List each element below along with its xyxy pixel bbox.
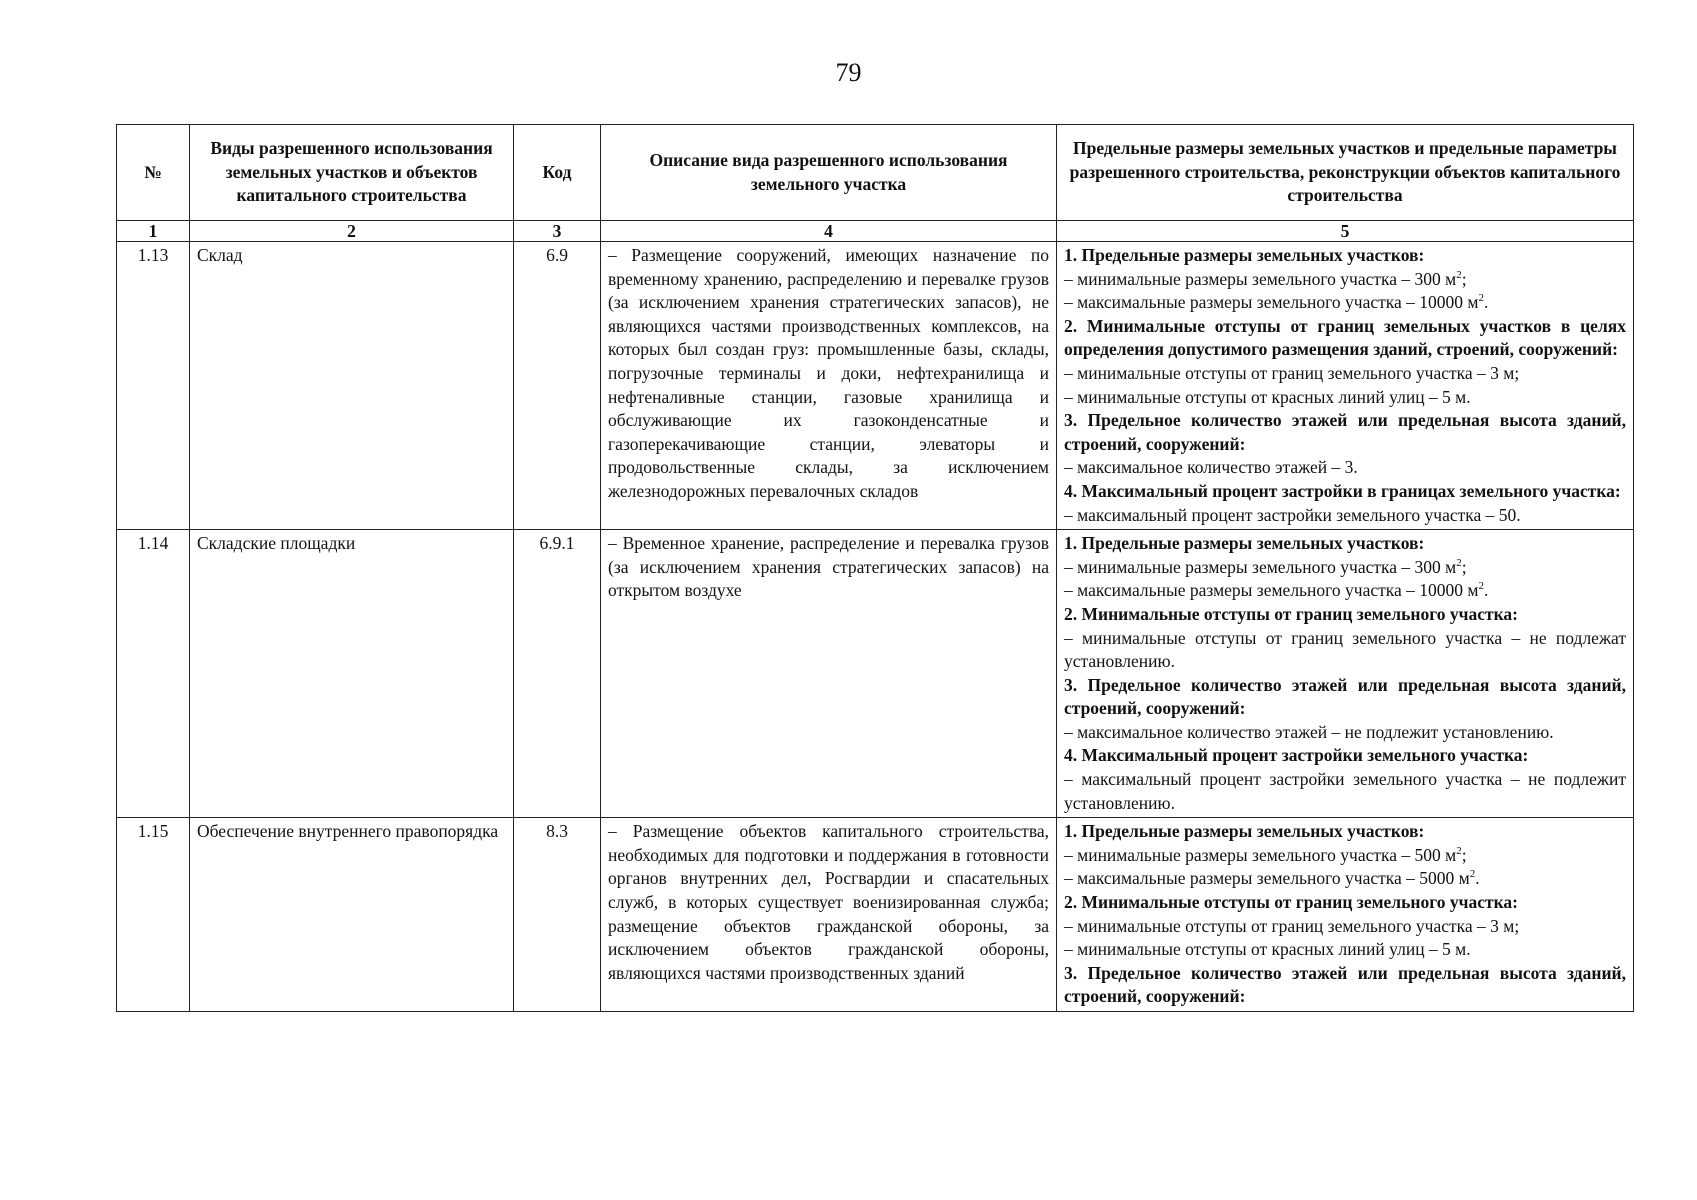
row-number: 1.13 bbox=[117, 242, 190, 530]
unit-superscript: 2 bbox=[1478, 292, 1484, 305]
use-description: – Временное хранение, распределение и перевалка грузов (за исключением хранения стратегических запасов) на открытом воздухе bbox=[601, 530, 1057, 818]
page-number: 79 bbox=[835, 58, 862, 87]
limit-item bbox=[1064, 291, 1626, 315]
column-number: 4 bbox=[601, 221, 1057, 242]
limit-heading bbox=[1064, 744, 1626, 768]
limit-item bbox=[1064, 556, 1626, 580]
unit-superscript: 2 bbox=[1478, 580, 1484, 593]
header-limits: Предельные размеры земельных участков и предельные параметры разрешенного строительства, реконструкции объектов капитального строительства bbox=[1057, 125, 1634, 221]
column-number-row bbox=[117, 221, 1634, 242]
limit-text: 3. Предельное количество этажей или предельная высота зданий, строений, сооружений: bbox=[1064, 674, 1626, 719]
limit-item bbox=[1064, 456, 1626, 480]
limit-item bbox=[1064, 768, 1626, 815]
header-num: № bbox=[117, 125, 190, 221]
table-row bbox=[117, 818, 1634, 1012]
limit-tail: . bbox=[1483, 580, 1489, 601]
use-type: Обеспечение внутреннего правопорядка bbox=[190, 818, 514, 1012]
row-number: 1.15 bbox=[117, 818, 190, 1012]
limit-heading bbox=[1064, 891, 1626, 915]
limit-text: – минимальные отступы от границ земельного участка – 3 м; bbox=[1064, 362, 1520, 383]
limit-text: – максимальные размеры земельного участка – 10000 м bbox=[1064, 580, 1479, 601]
limit-heading bbox=[1064, 315, 1626, 362]
table-row bbox=[117, 530, 1634, 818]
limit-text: – минимальные отступы от границ земельного участка – не подлежат установлению. bbox=[1064, 627, 1626, 672]
limit-tail: ; bbox=[1461, 844, 1467, 865]
limit-text: – минимальные отступы от красных линий улиц – 5 м. bbox=[1064, 939, 1471, 960]
limit-item bbox=[1064, 386, 1626, 410]
limit-text: 4. Максимальный процент застройки земельного участка: bbox=[1064, 745, 1529, 766]
limit-item bbox=[1064, 579, 1626, 603]
use-limits bbox=[1057, 818, 1634, 1012]
limit-tail: . bbox=[1483, 292, 1489, 313]
limit-text: – минимальные размеры земельного участка – 300 м bbox=[1064, 268, 1457, 289]
use-description: – Размещение сооружений, имеющих назначение по временному хранению, распределению и перевалке грузов (за исключением хранения стратегических запасов), не являющихся частями производственных комплексов, на которых был создан груз: промышленные базы, склады, погрузочные терминалы и доки, нефтехранилища и нефтеналивные станции, газовые хранилища и обслуживающие их газоконденсатные и газоперекачивающие станции, элеваторы и продовольственные склады, за исключением железнодорожных перевалочных складов bbox=[601, 242, 1057, 530]
limit-tail: ; bbox=[1461, 268, 1467, 289]
row-number: 1.14 bbox=[117, 530, 190, 818]
use-type: Складские площадки bbox=[190, 530, 514, 818]
limit-item bbox=[1064, 268, 1626, 292]
limit-text: 1. Предельные размеры земельных участков: bbox=[1064, 821, 1425, 842]
header-code: Код bbox=[514, 125, 601, 221]
limit-item bbox=[1064, 362, 1626, 386]
limit-text: – минимальные размеры земельного участка – 300 м bbox=[1064, 556, 1457, 577]
limit-heading bbox=[1064, 532, 1626, 556]
header-description: Описание вида разрешенного использования земельного участка bbox=[601, 125, 1057, 221]
limit-heading bbox=[1064, 820, 1626, 844]
limit-text: – максимальный процент застройки земельного участка – 50. bbox=[1064, 504, 1521, 525]
use-limits bbox=[1057, 530, 1634, 818]
header-type: Виды разрешенного использования земельных участков и объектов капитального строительства bbox=[190, 125, 514, 221]
limit-heading bbox=[1064, 674, 1626, 721]
limit-item bbox=[1064, 844, 1626, 868]
limit-heading bbox=[1064, 244, 1626, 268]
limit-text: 1. Предельные размеры земельных участков: bbox=[1064, 245, 1425, 265]
limit-text: 3. Предельное количество этажей или предельная высота зданий, строений, сооружений: bbox=[1064, 962, 1626, 1007]
limit-text: 2. Минимальные отступы от границ земельного участка: bbox=[1064, 603, 1518, 624]
use-code: 8.3 bbox=[514, 818, 601, 1012]
limit-heading bbox=[1064, 480, 1626, 504]
use-limits bbox=[1057, 242, 1634, 530]
limit-item bbox=[1064, 938, 1626, 962]
limit-text: – максимальный процент застройки земельного участка – не подлежит установлению. bbox=[1064, 769, 1626, 813]
limit-item bbox=[1064, 867, 1626, 891]
unit-superscript: 2 bbox=[1456, 268, 1462, 281]
use-code: 6.9.1 bbox=[514, 530, 601, 818]
limit-item bbox=[1064, 721, 1626, 745]
limit-text: – максимальное количество этажей – не подлежит установлению. bbox=[1064, 721, 1554, 742]
limit-heading bbox=[1064, 409, 1626, 456]
limit-text: – минимальные отступы от границ земельного участка – 3 м; bbox=[1064, 915, 1520, 936]
limit-text: 1. Предельные размеры земельных участков: bbox=[1064, 533, 1425, 554]
unit-superscript: 2 bbox=[1456, 556, 1462, 569]
limit-text: 2. Минимальные отступы от границ земельного участка: bbox=[1064, 892, 1518, 913]
column-number: 1 bbox=[117, 221, 190, 242]
limit-text: – максимальные размеры земельного участка – 5000 м bbox=[1064, 868, 1470, 889]
limit-tail: . bbox=[1475, 868, 1480, 889]
column-number: 5 bbox=[1057, 221, 1634, 242]
unit-superscript: 2 bbox=[1456, 845, 1462, 858]
limit-item bbox=[1064, 915, 1626, 939]
unit-superscript: 2 bbox=[1469, 868, 1476, 881]
column-number: 2 bbox=[190, 221, 514, 242]
zoning-table bbox=[116, 124, 1634, 1012]
limit-text: 4. Максимальный процент застройки в границах земельного участка: bbox=[1064, 480, 1621, 501]
limit-item bbox=[1064, 504, 1626, 528]
limit-text: – минимальные отступы от красных линий улиц – 5 м. bbox=[1064, 386, 1471, 407]
limit-text: – минимальные размеры земельного участка – 500 м bbox=[1064, 844, 1457, 865]
use-code: 6.9 bbox=[514, 242, 601, 530]
column-number: 3 bbox=[514, 221, 601, 242]
header-row bbox=[117, 125, 1634, 221]
limit-heading bbox=[1064, 962, 1626, 1009]
limit-text: 2. Минимальные отступы от границ земельных участков в целях определения допустимого размещения зданий, строений, сооружений: bbox=[1064, 315, 1626, 360]
limit-item bbox=[1064, 627, 1626, 674]
use-type: Склад bbox=[190, 242, 514, 530]
use-description: – Размещение объектов капитального строительства, необходимых для подготовки и поддержания в готовности органов внутренних дел, Росгвардии и спасательных служб, в которых существует военизированная служба; размещение объектов гражданской обороны, за исключением объектов гражданской обороны, являющихся частями производственных зданий bbox=[601, 818, 1057, 1012]
limit-text: 3. Предельное количество этажей или предельная высота зданий, строений, сооружений: bbox=[1064, 410, 1626, 454]
limit-text: – максимальное количество этажей – 3. bbox=[1064, 457, 1358, 478]
limit-text: – максимальные размеры земельного участка – 10000 м bbox=[1064, 292, 1479, 313]
limit-tail: ; bbox=[1461, 556, 1467, 577]
limit-heading bbox=[1064, 603, 1626, 627]
table-row bbox=[117, 242, 1634, 530]
